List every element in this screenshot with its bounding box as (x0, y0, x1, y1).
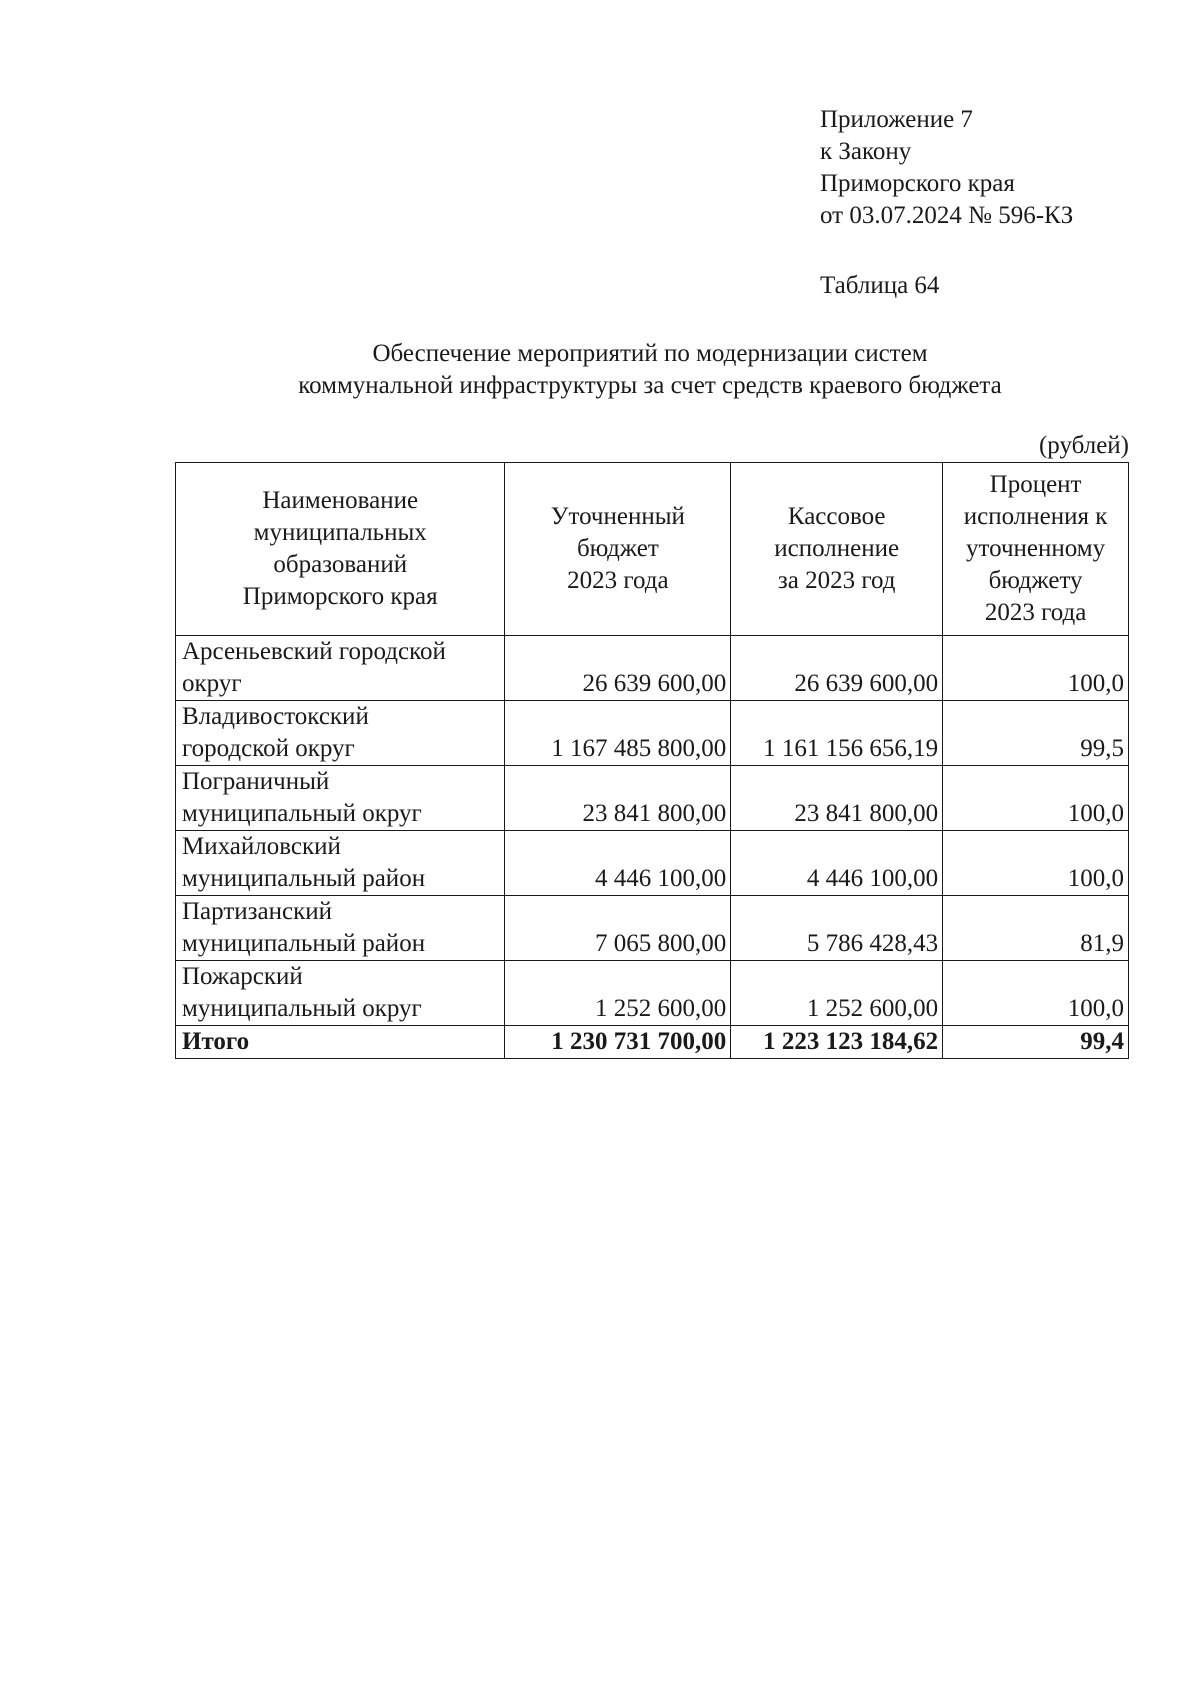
budget-cell: 23 841 800,00 (505, 766, 731, 831)
municipality-cell (176, 831, 505, 896)
table-row (176, 766, 1129, 831)
budget-cell: 26 639 600,00 (505, 636, 731, 701)
municipality-line: Владивостокский (182, 703, 369, 730)
municipality-line: муниципальный район (182, 865, 426, 892)
percent-cell: 100,0 (943, 961, 1129, 1026)
table-row (176, 961, 1129, 1026)
header-line: бюджету (988, 567, 1083, 594)
municipality-line: муниципальный район (182, 930, 426, 957)
budget-cell: 4 446 100,00 (505, 831, 731, 896)
table-row (176, 701, 1129, 766)
municipality-cell (176, 896, 505, 961)
municipality-cell (176, 961, 505, 1026)
header-line: за 2023 год (777, 567, 896, 594)
header-line: бюджет (576, 535, 659, 562)
budget-cell: 7 065 800,00 (505, 896, 731, 961)
execution-cell: 1 161 156 656,19 (731, 701, 943, 766)
percent-cell: 100,0 (943, 831, 1129, 896)
attachment-line: от 03.07.2024 № 596-КЗ (820, 202, 1074, 229)
title-line: коммунальной инфраструктуры за счет средств краевого бюджета (298, 372, 1002, 399)
header-line: образований (273, 551, 408, 578)
total-row (176, 1026, 1129, 1059)
header-line: Кассовое (787, 503, 886, 530)
attachment-line: к Закону (820, 138, 912, 165)
table-row (176, 896, 1129, 961)
header-execution (731, 463, 943, 636)
percent-cell: 99,5 (943, 701, 1129, 766)
document-title (175, 338, 1125, 402)
municipality-cell (176, 636, 505, 701)
budget-cell: 1 167 485 800,00 (505, 701, 731, 766)
attachment-note (820, 104, 1073, 232)
municipality-line: муниципальный округ (182, 800, 422, 827)
municipality-line: округ (182, 670, 242, 697)
municipality-line: Михайловский (182, 833, 341, 860)
header-line: Процент (989, 471, 1082, 498)
header-line: исполнения к (963, 503, 1108, 530)
budget-table (175, 462, 1129, 1059)
execution-cell: 5 786 428,43 (731, 896, 943, 961)
municipality-line: Пограничный (182, 768, 330, 795)
municipality-line: Партизанский (182, 898, 332, 925)
municipality-cell (176, 701, 505, 766)
table-row (176, 831, 1129, 896)
total-execution-cell: 1 223 123 184,62 (731, 1026, 943, 1059)
total-label: Итого (176, 1026, 505, 1059)
header-line: уточненному (966, 535, 1106, 562)
municipality-line: городской округ (182, 735, 355, 762)
percent-cell: 100,0 (943, 636, 1129, 701)
table-row (176, 636, 1129, 701)
execution-cell: 1 252 600,00 (731, 961, 943, 1026)
municipality-line: муниципальный округ (182, 995, 422, 1022)
header-line: Приморского края (242, 583, 438, 610)
header-line: 2023 года (984, 599, 1087, 626)
header-line: 2023 года (567, 567, 669, 594)
execution-cell: 23 841 800,00 (731, 766, 943, 831)
attachment-line: Приложение 7 (820, 106, 973, 133)
units-label: (рублей) (1038, 432, 1129, 459)
header-municipality (176, 463, 505, 636)
municipality-line: Пожарский (182, 963, 303, 990)
percent-cell: 100,0 (943, 766, 1129, 831)
header-line: Наименование (262, 487, 419, 514)
attachment-line: Приморского края (820, 170, 1015, 197)
header-percent (943, 463, 1129, 636)
municipality-line: Арсеньевский городской (182, 638, 446, 665)
header-line: Уточненный (550, 503, 685, 530)
budget-cell: 1 252 600,00 (505, 961, 731, 1026)
total-percent-cell: 99,4 (943, 1026, 1129, 1059)
municipality-cell (176, 766, 505, 831)
header-line: исполнение (774, 535, 900, 562)
table-number: Таблица 64 (820, 272, 940, 299)
header-line: муниципальных (253, 519, 427, 546)
execution-cell: 26 639 600,00 (731, 636, 943, 701)
execution-cell: 4 446 100,00 (731, 831, 943, 896)
percent-cell: 81,9 (943, 896, 1129, 961)
header-budget (505, 463, 731, 636)
total-budget-cell: 1 230 731 700,00 (505, 1026, 731, 1059)
table-header-row (176, 463, 1129, 636)
title-line: Обеспечение мероприятий по модернизации систем (372, 340, 928, 367)
